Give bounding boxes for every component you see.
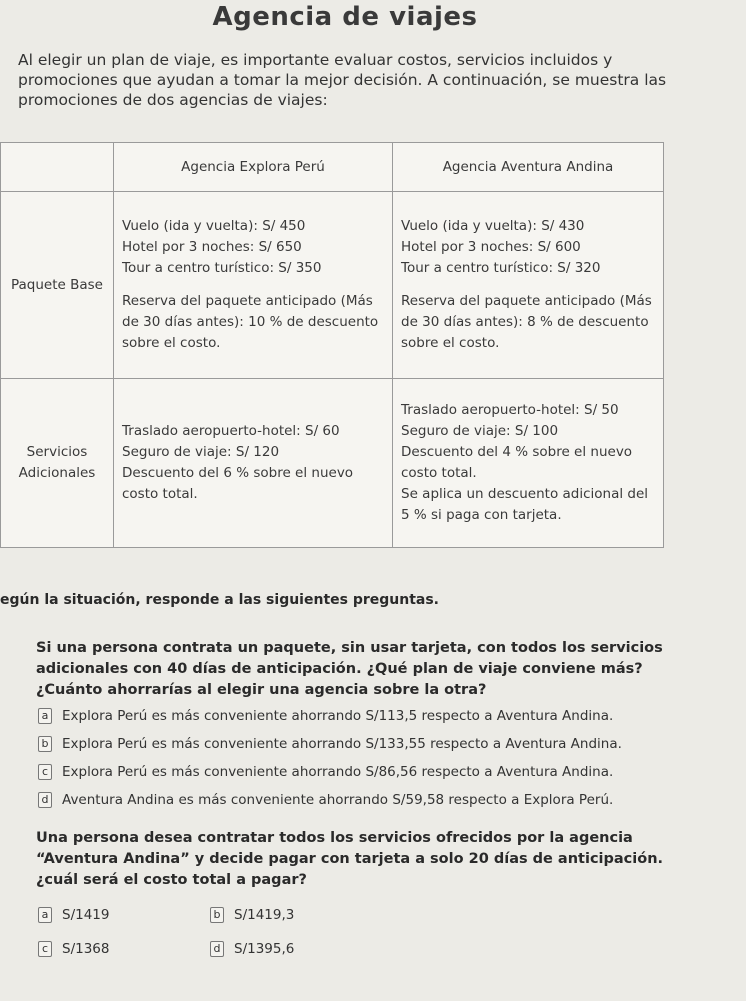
option-letter: b	[210, 907, 224, 923]
question-2-options	[38, 898, 438, 966]
cell-line: Tour a centro turístico: S/ 320	[401, 260, 601, 276]
cell-line: Vuelo (ida y vuelta): S/ 450	[122, 218, 306, 234]
cell-line: Traslado aeropuerto-hotel: S/ 60	[122, 423, 340, 439]
row-label-servicios-adicionales: Servicios Adicionales	[1, 379, 114, 548]
option-c[interactable]	[38, 758, 698, 786]
question-2-text: Una persona desea contratar todos los servicios ofrecidos por la agencia “Aventura Andina” y decide pagar con tarjeta a solo 20 días de anticipación. ¿cuál será el costo total a pagar?	[36, 830, 664, 888]
option-letter: a	[38, 708, 52, 724]
instruction-text: egún la situación, responde a las siguientes preguntas.	[0, 592, 440, 608]
cell-explora-servicios	[114, 379, 393, 548]
option-d[interactable]	[210, 941, 382, 957]
option-text: Aventura Andina es más conveniente ahorrando S/59,58 respecto a Explora Perú.	[62, 792, 614, 808]
cell-line: Traslado aeropuerto-hotel: S/ 50	[401, 402, 619, 418]
table-header-empty	[1, 143, 114, 192]
option-letter: c	[38, 941, 52, 957]
promotions-table	[0, 142, 664, 548]
row-label-paquete-base: Paquete Base	[1, 192, 114, 379]
option-b[interactable]	[210, 907, 382, 923]
option-letter: b	[38, 736, 52, 752]
page-title: Agencia de viajes	[212, 2, 478, 32]
option-c[interactable]	[38, 941, 210, 957]
option-a[interactable]	[38, 907, 210, 923]
cell-line: Descuento del 4 % sobre el nuevo costo total.	[401, 444, 633, 481]
cell-line: Tour a centro turístico: S/ 350	[122, 260, 322, 276]
cell-line: Seguro de viaje: S/ 120	[122, 444, 280, 460]
option-text: S/1395,6	[234, 941, 295, 957]
table-header-row	[1, 143, 664, 192]
cell-explora-paquete	[114, 192, 393, 379]
option-letter: d	[38, 792, 52, 808]
cell-aventura-servicios	[393, 379, 664, 548]
option-b[interactable]	[38, 730, 698, 758]
option-d[interactable]	[38, 786, 698, 814]
cell-note: Reserva del paquete anticipado (Más de 30 días antes): 10 % de descuento sobre el costo.	[122, 293, 379, 351]
cell-line: Se aplica un descuento adicional del 5 % si paga con tarjeta.	[401, 486, 649, 523]
cell-line: Hotel por 3 noches: S/ 600	[401, 239, 581, 255]
option-text: Explora Perú es más conveniente ahorrando S/86,56 respecto a Aventura Andina.	[62, 764, 614, 780]
question-1-options	[38, 702, 698, 814]
option-text: S/1368	[62, 941, 110, 957]
option-text: Explora Perú es más conveniente ahorrando S/133,55 respecto a Aventura Andina.	[62, 736, 622, 752]
cell-line: Seguro de viaje: S/ 100	[401, 423, 559, 439]
table-row	[1, 192, 664, 379]
option-text: S/1419	[62, 907, 110, 923]
cell-note: Reserva del paquete anticipado (Más de 30 días antes): 8 % de descuento sobre el costo.	[401, 293, 652, 351]
option-letter: d	[210, 941, 224, 957]
cell-line: Vuelo (ida y vuelta): S/ 430	[401, 218, 585, 234]
cell-line: Hotel por 3 noches: S/ 650	[122, 239, 302, 255]
table-row	[1, 379, 664, 548]
table-header-aventura: Agencia Aventura Andina	[393, 143, 664, 192]
option-a[interactable]	[38, 702, 698, 730]
option-letter: a	[38, 907, 52, 923]
table-header-explora: Agencia Explora Perú	[114, 143, 393, 192]
cell-aventura-paquete	[393, 192, 664, 379]
intro-paragraph: Al elegir un plan de viaje, es importante evaluar costos, servicios incluidos y promociones que ayudan a tomar la mejor decisión. A continuación, se muestra las promociones de dos agencias de viajes:	[18, 51, 667, 109]
option-text: S/1419,3	[234, 907, 295, 923]
cell-line: Descuento del 6 % sobre el nuevo costo total.	[122, 465, 354, 502]
option-text: Explora Perú es más conveniente ahorrando S/113,5 respecto a Aventura Andina.	[62, 708, 614, 724]
option-letter: c	[38, 764, 52, 780]
question-1-text: Si una persona contrata un paquete, sin usar tarjeta, con todos los servicios adicionales con 40 días de anticipación. ¿Qué plan de viaje conviene más? ¿Cuánto ahorrarías al elegir una agencia sobre la otra?	[36, 640, 663, 698]
